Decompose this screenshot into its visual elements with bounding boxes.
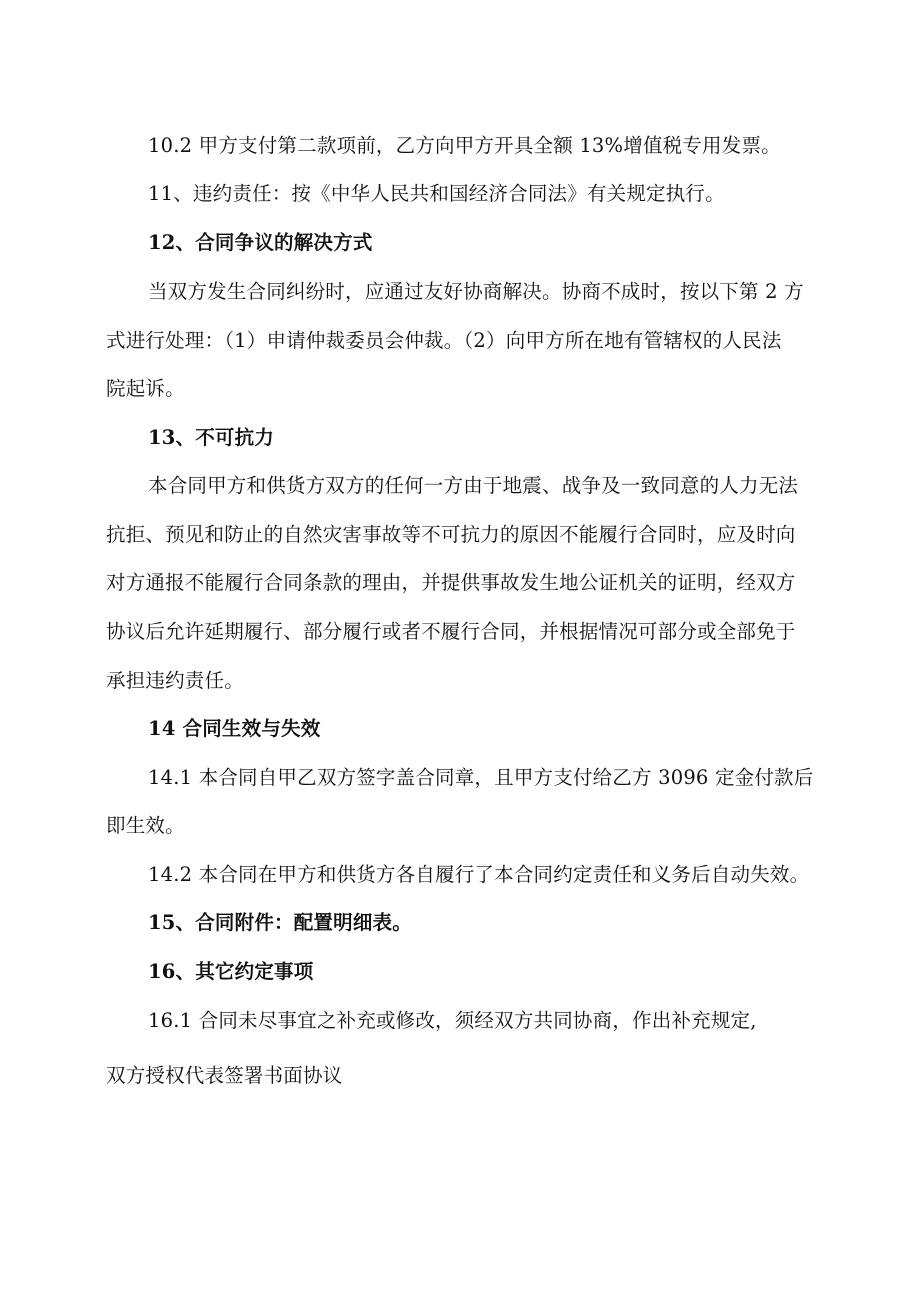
clause-16-1-line-1: 16.1 合同未尽事宜之补充或修改，须经双方共同协商，作出补充规定, — [148, 1009, 757, 1032]
heading-13-force-majeure: 13、不可抗力 — [148, 426, 275, 449]
clause-12-text-line-2: 式进行处理：（1）申请仲裁委员会仲裁。（2）向甲方所在地有管辖权的人民法 — [106, 329, 782, 352]
clause-13-text-line-4: 协议后允许延期履行、部分履行或者不履行合同，并根据情况可部分或全部免于 — [106, 620, 796, 643]
clause-12-text-line-3: 院起诉。 — [106, 377, 185, 400]
clause-10-2-invoice: 10.2 甲方支付第二款项前，乙方向甲方开具全额 13%增值税专用发票。 — [148, 134, 781, 157]
clause-13-text-line-3: 对方通报不能履行合同条款的理由，并提供事故发生地公证机关的证明，经双方 — [106, 571, 796, 594]
clause-14-1-line-1: 14.1 本合同自甲乙双方签字盖合同章，且甲方支付给乙方 3096 定金付款后 — [148, 766, 814, 789]
clause-13-text-line-5: 承担违约责任。 — [106, 669, 244, 692]
heading-16-other-matters: 16、其它约定事项 — [148, 960, 314, 983]
clause-14-1-line-2: 即生效。 — [106, 814, 185, 837]
clause-13-text-line-1: 本合同甲方和供货方双方的任何一方由于地震、战争及一致同意的人力无法 — [148, 474, 799, 497]
heading-14-effectiveness: 14 合同生效与失效 — [148, 717, 321, 740]
clause-16-1-line-2: 双方授权代表签署书面协议 — [106, 1064, 343, 1087]
heading-12-dispute-resolution: 12、合同争议的解决方式 — [148, 231, 373, 254]
clause-11-liability: 11、违约责任：按《中华人民共和国经济合同法》有关规定执行。 — [148, 182, 725, 205]
heading-15-attachments: 15、合同附件：配置明细表。 — [148, 911, 412, 934]
clause-14-2: 14.2 本合同在甲方和供货方各自履行了本合同约定责任和义务后自动失效。 — [148, 863, 810, 886]
clause-13-text-line-2: 抗拒、预见和防止的自然灾害事故等不可抗力的原因不能履行合同时，应及时向 — [106, 523, 796, 546]
clause-12-text-line-1: 当双方发生合同纠纷时，应通过友好协商解决。协商不成时，按以下第 2 方 — [148, 280, 804, 303]
